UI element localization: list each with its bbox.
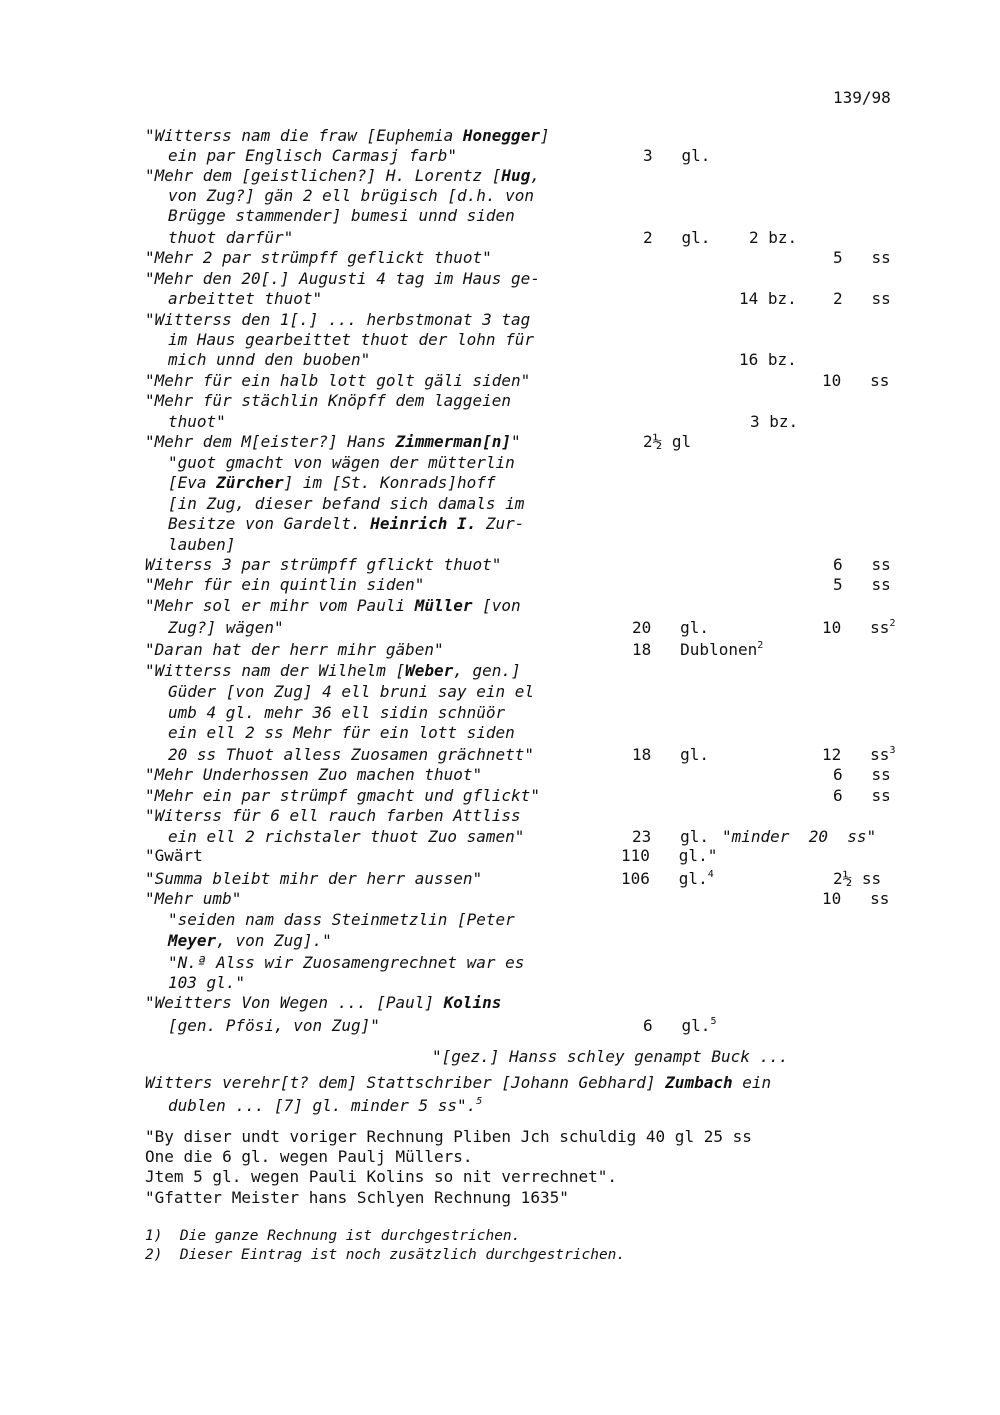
- footnote: 2) Dieser Eintrag ist noch zusätzlich durchgestrichen.: [145, 1247, 626, 1263]
- amount-bz: 16 bz.: [739, 350, 797, 369]
- amount-gl: 3 gl.: [643, 146, 711, 165]
- entry-line: Besitze von Gardelt. Heinrich I. Zur-: [168, 514, 525, 533]
- entry-line: arbeittet thuot": [168, 289, 323, 308]
- witters-line: dublen ... [7] gl. minder 5 ss".$^5$: [168, 1096, 483, 1115]
- amount-ss: 6 ss: [833, 555, 891, 574]
- entry-line: ein ell 2 richstaler thuot Zuo samen": [168, 827, 525, 846]
- entry-line: "Mehr umb": [145, 889, 242, 908]
- entry-line: "Gwärt: [145, 846, 203, 865]
- entry-line: "Mehr Underhossen Zuo machen thuot": [145, 765, 483, 784]
- entry-line: von Zug?] gän 2 ell brügisch [d.h. von: [168, 186, 535, 205]
- entry-line: "Mehr 2 par strümpff geflickt thuot": [145, 248, 492, 267]
- closing-line: One die 6 gl. wegen Paulj Müllers.: [145, 1147, 473, 1166]
- entry-line: "Mehr den 20[.] Augusti 4 tag im Haus ge-: [145, 269, 540, 288]
- entry-line: thuot": [168, 412, 226, 431]
- entry-line: ein par Englisch Carmasj farb": [168, 146, 457, 165]
- amount-ss: 10 ss: [822, 889, 890, 908]
- entry-line: "Daran hat der herr mihr gäben": [145, 640, 444, 659]
- closing-line: "Gfatter Meister hans Schlyen Rechnung 1635": [145, 1188, 569, 1207]
- entry-line: mich unnd den buoben": [168, 350, 371, 369]
- amount-bz: 3 bz.: [750, 412, 799, 431]
- entry-line: "Mehr dem M[eister?] Hans Zimmerman[n]": [145, 432, 521, 451]
- entry-line: "Mehr für stächlin Knöpff dem laggeien: [145, 391, 512, 410]
- amount-ss: 5 ss: [833, 248, 891, 267]
- entry-line: "Mehr sol er mihr vom Pauli Müller [von: [145, 596, 521, 615]
- entry-line: [Eva Zürcher] im [St. Konrads]hoff: [168, 473, 496, 492]
- amount-ss: 10 $ss^2$: [822, 618, 896, 637]
- amount-ss: 5 ss: [833, 575, 891, 594]
- entry-line: "Witterss nam die fraw [Euphemia Honegger]: [145, 126, 550, 145]
- amount-gl: 106 gl.$^4$: [621, 869, 714, 888]
- page-number: 139/98: [833, 88, 891, 107]
- amount-bz: 14 bz.: [739, 289, 797, 308]
- entry-line: Meyer, von Zug].": [168, 931, 332, 950]
- entry-line: 20 ss Thuot alless Zuosamen grächnett": [168, 745, 535, 764]
- entry-line: [gen. Pfösi, von Zug]": [168, 1016, 380, 1035]
- entry-line: "guot gmacht von wägen der mütterlin: [168, 453, 515, 472]
- amount-ss: 12 $ss^3$: [822, 745, 896, 764]
- amount-ss: 2½ ss: [833, 869, 882, 888]
- closing-line: Jtem 5 gl. wegen Pauli Kolins so nit verrechnet".: [145, 1167, 618, 1186]
- amount-dublonen: 18 Dublonen$^2$: [632, 640, 764, 659]
- closing-line: "By diser undt voriger Rechnung Pliben Jch schuldig 40 gl 25 ss: [145, 1127, 752, 1146]
- entry-line: "Mehr ein par strümpf gmacht und gflickt": [145, 786, 540, 805]
- entry-line: "Summa bleibt mihr der herr aussen": [145, 869, 483, 888]
- entry-line: "Mehr für ein halb lott golt gäli siden": [145, 371, 531, 390]
- entry-line: thuot darfür": [168, 228, 294, 247]
- entry-line: [in Zug, dieser befand sich damals im: [168, 494, 525, 513]
- minder-note: "minder 20 ss": [722, 827, 877, 846]
- entry-line: "Witterss den 1[.] ... herbstmonat 3 tag: [145, 310, 531, 329]
- entry-line: Zug?] wägen": [168, 618, 284, 637]
- entry-line: "seiden nam dass Steinmetzlin [Peter: [168, 910, 515, 929]
- entry-line: "Mehr für ein quintlin siden": [145, 575, 425, 594]
- entry-line: im Haus gearbeittet thuot der lohn für: [168, 330, 535, 349]
- entry-line: Witerss 3 par strümpff gflickt thuot": [145, 555, 502, 574]
- amount-gl: 6 gl.$^5$: [643, 1016, 717, 1035]
- amount-ss: 6 ss: [833, 786, 891, 805]
- entry-line: umb 4 gl. mehr 36 ell sidin schnüör: [168, 703, 506, 722]
- amount-ss: 2 ss: [833, 289, 891, 308]
- entry-line: "Witterss nam der Wilhelm [Weber, gen.]: [145, 661, 521, 680]
- entry-line: ein ell 2 ss Mehr für ein lott siden: [168, 723, 515, 742]
- entry-line: "Mehr dem [geistlichen?] H. Lorentz [Hug,: [145, 166, 540, 185]
- entry-line: "Witerss für 6 ell rauch farben Attliss: [145, 806, 521, 825]
- signature-line: "[gez.] Hanss schley genampt Buck ...: [432, 1047, 789, 1066]
- footnote: 1) Die ganze Rechnung ist durchgestrichen.: [145, 1228, 521, 1244]
- amount-ss: 10 ss: [822, 371, 890, 390]
- amount-gl: 20 gl.: [632, 618, 710, 637]
- amount-gl: 2½ gl: [643, 432, 692, 451]
- entry-line: Brügge stammender] bumesi unnd siden: [168, 206, 515, 225]
- entry-line: lauben]: [168, 535, 236, 554]
- entry-line: Güder [von Zug] 4 ell bruni say ein el: [168, 682, 535, 701]
- entry-line: "Weitters Von Wegen ... [Paul] Kolins: [145, 993, 502, 1012]
- amount-ss: 6 ss: [833, 765, 891, 784]
- amount-gl: 2 gl. 2 bz.: [643, 228, 798, 247]
- entry-line: "N.ª Alss wir Zuosamengrechnet war es: [168, 953, 525, 972]
- witters-line: Witters verehr[t? dem] Stattschriber [Johann Gebhard] Zumbach ein: [145, 1073, 772, 1092]
- amount-gl: 110 gl.": [621, 846, 718, 865]
- amount-gl: 23 gl.: [632, 827, 710, 846]
- entry-line: 103 gl.": [168, 973, 246, 992]
- amount-gl: 18 gl.: [632, 745, 710, 764]
